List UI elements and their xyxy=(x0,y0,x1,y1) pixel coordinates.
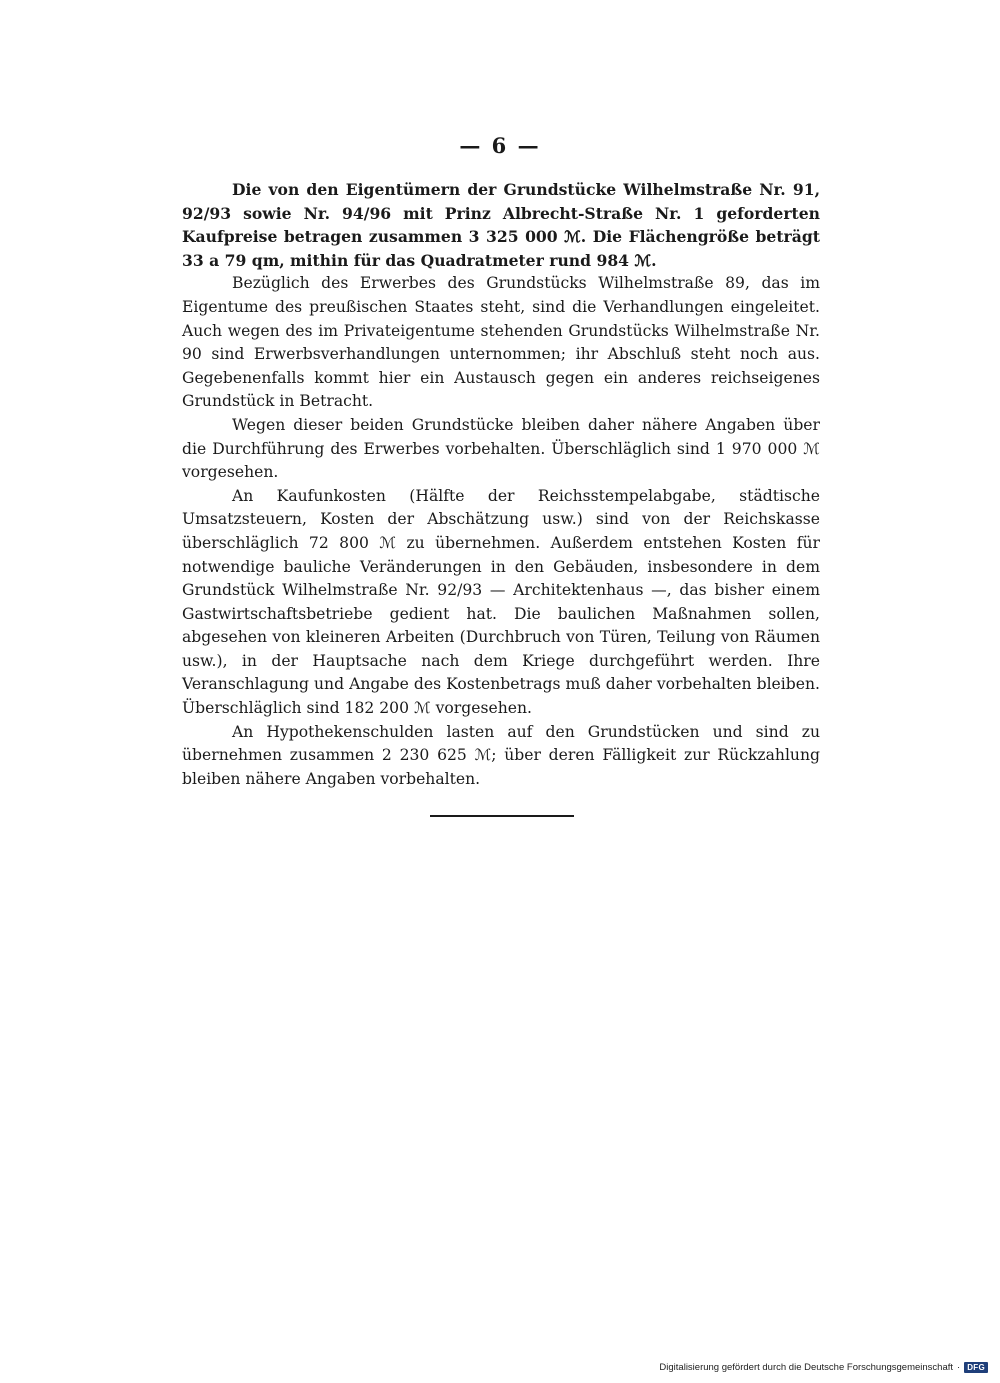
footer xyxy=(659,1362,988,1373)
page-number: — 6 — xyxy=(459,133,541,158)
paragraph-negotiations: Bezüglich des Erwerbes des Grundstücks Wilhelmstraße 89, das im Eigentume des preußischen Staates steht, sind die Verhandlungen eingeleitet. Auch wegen des im Privateigentume stehenden Grundstücks Wilhelmstraße Nr. 90 sind Erwerbsverhandlungen unternommen; ihr Abschluß steht noch aus. Gegebenenfalls kommt hier ein Austausch gegen ein anderes reichseigenes Grundstück in Betracht. xyxy=(182,274,820,411)
paragraph-mortgage-debts: An Hypothekenschulden lasten auf den Grundstücken und sind zu übernehmen zusammen 2 230 625 ℳ; über deren Fälligkeit zur Rückzahlung bleiben nähere Angaben vorbehalten. xyxy=(182,722,820,788)
dfg-logo-icon: DFG xyxy=(964,1362,988,1373)
body-text xyxy=(182,178,820,791)
paragraph-reservation: Wegen dieser beiden Grundstücke bleiben daher nähere Angaben über die Durchführung des Erwerbes vorbehalten. Überschläglich sind 1 970 000 ℳ vorgesehen. xyxy=(182,415,820,482)
footer-separator: · xyxy=(957,1362,961,1373)
section-divider xyxy=(430,815,574,817)
paragraph-purchase-costs: An Kaufunkosten (Hälfte der Reichsstempelabgabe, städtische Umsatzsteuern, Kosten der Abschätzung usw.) sind von der Reichskasse überschläglich 72 800 ℳ zu übernehmen. Außerdem entstehen Kosten für notwendige bauliche Veränderungen in den Gebäuden, insbesondere in dem Grundstück Wilhelmstraße Nr. 92/93 — Architektenhaus —, das bisher einem Gastwirtschaftsbetriebe gedient hat. Die baulichen Maßnahmen sollen, abgesehen von kleineren Arbeiten (Durchbruch von Türen, Teilung von Räumen usw.), in der Hauptsache nach dem Kriege durchgeführt werden. Ihre Veranschlagung und Angabe des Kostenbetrags muß daher vorbehalten bleiben. Überschläglich sind 182 200 ℳ vorgesehen. xyxy=(182,486,820,718)
footer-text: Digitalisierung gefördert durch die Deutsche Forschungsgemeinschaft xyxy=(659,1362,954,1373)
paragraph-purchase-prices: Die von den Eigentümern der Grundstücke Wilhelmstraße Nr. 91, 92/93 sowie Nr. 94/96 mit Prinz Albrecht-Straße Nr. 1 geforderten Kaufpreise betragen zusammen 3 325 000 ℳ. Die Flächengröße beträgt 33 a 79 qm, mithin für das Quadratmeter rund 984 ℳ. xyxy=(182,180,820,270)
